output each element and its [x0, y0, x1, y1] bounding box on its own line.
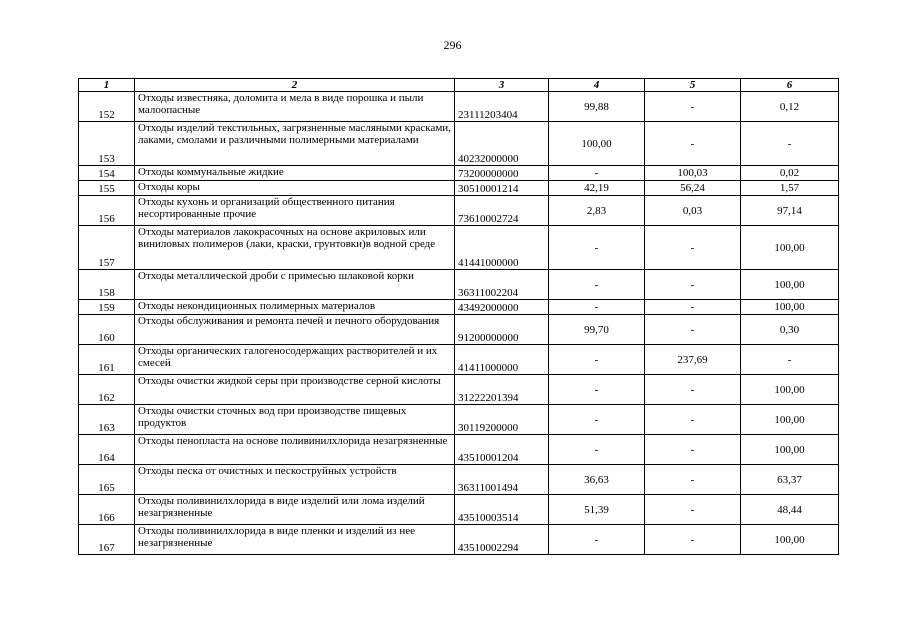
table-row — [79, 345, 839, 375]
value-col6: 63,37 — [741, 465, 839, 495]
header-cell: 1 — [79, 79, 135, 92]
row-number: 152 — [79, 92, 135, 122]
table-row — [79, 181, 839, 196]
waste-name: Отходы очистки сточных вод при производстве пищевых продуктов — [135, 405, 455, 435]
table-row — [79, 465, 839, 495]
value-col6: 100,00 — [741, 405, 839, 435]
row-number: 165 — [79, 465, 135, 495]
waste-code: 23111203404 — [455, 92, 549, 122]
waste-code: 30510001214 — [455, 181, 549, 196]
value-col5: - — [645, 300, 741, 315]
row-number: 153 — [79, 122, 135, 166]
value-col4: 36,63 — [549, 465, 645, 495]
waste-code: 41441000000 — [455, 226, 549, 270]
table-row — [79, 435, 839, 465]
waste-name: Отходы коммунальные жидкие — [135, 166, 455, 181]
value-col4: - — [549, 525, 645, 555]
waste-name: Отходы кухонь и организаций общественного питания несортированные прочие — [135, 196, 455, 226]
table-row — [79, 122, 839, 166]
waste-code: 36311001494 — [455, 465, 549, 495]
waste-name: Отходы металлической дроби с примесью шлаковой корки — [135, 270, 455, 300]
table-row — [79, 525, 839, 555]
waste-name: Отходы некондиционных полимерных материалов — [135, 300, 455, 315]
value-col6: 100,00 — [741, 375, 839, 405]
waste-code: 43492000000 — [455, 300, 549, 315]
value-col5: - — [645, 435, 741, 465]
value-col6: 1,57 — [741, 181, 839, 196]
waste-code: 43510003514 — [455, 495, 549, 525]
waste-name: Отходы поливинилхлорида в виде изделий или лома изделий незагрязненные — [135, 495, 455, 525]
value-col4: - — [549, 435, 645, 465]
waste-code: 43510002294 — [455, 525, 549, 555]
waste-name: Отходы коры — [135, 181, 455, 196]
page-number: 296 — [443, 38, 462, 52]
waste-name: Отходы изделий текстильных, загрязненные масляными красками, лаками, смолами и различными полимерными материалами — [135, 122, 455, 166]
value-col6: 0,02 — [741, 166, 839, 181]
waste-name: Отходы материалов лакокрасочных на основе акриловых или виниловых полимеров (лаки, краски, грунтовки)в водной среде — [135, 226, 455, 270]
value-col6: 0,12 — [741, 92, 839, 122]
waste-name: Отходы пенопласта на основе поливинилхлорида незагрязненные — [135, 435, 455, 465]
value-col6: 100,00 — [741, 270, 839, 300]
table-row — [79, 270, 839, 300]
value-col4: 99,88 — [549, 92, 645, 122]
row-number: 158 — [79, 270, 135, 300]
waste-code: 73200000000 — [455, 166, 549, 181]
value-col4: 2,83 — [549, 196, 645, 226]
value-col4: - — [549, 270, 645, 300]
header-cell: 2 — [135, 79, 455, 92]
row-number: 162 — [79, 375, 135, 405]
row-number: 159 — [79, 300, 135, 315]
value-col5: - — [645, 525, 741, 555]
waste-table — [78, 78, 839, 555]
waste-name: Отходы органических галогеносодержащих растворителей и их смесей — [135, 345, 455, 375]
value-col5: - — [645, 92, 741, 122]
waste-code: 36311002204 — [455, 270, 549, 300]
waste-code: 31222201394 — [455, 375, 549, 405]
value-col5: - — [645, 270, 741, 300]
value-col5: - — [645, 226, 741, 270]
table-row — [79, 196, 839, 226]
value-col5: 0,03 — [645, 196, 741, 226]
waste-code: 73610002724 — [455, 196, 549, 226]
header-cell: 5 — [645, 79, 741, 92]
value-col5: 237,69 — [645, 345, 741, 375]
waste-code: 91200000000 — [455, 315, 549, 345]
table-row — [79, 300, 839, 315]
waste-code: 40232000000 — [455, 122, 549, 166]
value-col4: 99,70 — [549, 315, 645, 345]
waste-name: Отходы очистки жидкой серы при производстве серной кислоты — [135, 375, 455, 405]
row-number: 156 — [79, 196, 135, 226]
table-row — [79, 166, 839, 181]
waste-name: Отходы песка от очистных и пескоструйных устройств — [135, 465, 455, 495]
value-col5: 100,03 — [645, 166, 741, 181]
table-row — [79, 226, 839, 270]
value-col4: - — [549, 405, 645, 435]
row-number: 163 — [79, 405, 135, 435]
value-col4: - — [549, 226, 645, 270]
value-col6: 48,44 — [741, 495, 839, 525]
row-number: 160 — [79, 315, 135, 345]
table-row — [79, 375, 839, 405]
value-col4: - — [549, 375, 645, 405]
value-col6: 100,00 — [741, 435, 839, 465]
table-row — [79, 405, 839, 435]
waste-name: Отходы обслуживания и ремонта печей и печного оборудования — [135, 315, 455, 345]
value-col6: 100,00 — [741, 525, 839, 555]
waste-name: Отходы известняка, доломита и мела в виде порошка и пыли малоопасные — [135, 92, 455, 122]
waste-code: 43510001204 — [455, 435, 549, 465]
value-col4: - — [549, 300, 645, 315]
value-col4: - — [549, 345, 645, 375]
waste-code: 30119200000 — [455, 405, 549, 435]
row-number: 155 — [79, 181, 135, 196]
row-number: 164 — [79, 435, 135, 465]
waste-name: Отходы поливинилхлорида в виде пленки и изделий из нее незагрязненные — [135, 525, 455, 555]
value-col4: - — [549, 166, 645, 181]
value-col6: 0,30 — [741, 315, 839, 345]
value-col6: 100,00 — [741, 226, 839, 270]
header-row — [79, 79, 839, 92]
value-col6: 100,00 — [741, 300, 839, 315]
value-col4: 42,19 — [549, 181, 645, 196]
value-col5: - — [645, 465, 741, 495]
value-col4: 100,00 — [549, 122, 645, 166]
row-number: 161 — [79, 345, 135, 375]
value-col6: - — [741, 122, 839, 166]
table-row — [79, 495, 839, 525]
table-row — [79, 315, 839, 345]
value-col4: 51,39 — [549, 495, 645, 525]
row-number: 167 — [79, 525, 135, 555]
header-cell: 6 — [741, 79, 839, 92]
table-row — [79, 92, 839, 122]
value-col6: - — [741, 345, 839, 375]
value-col5: - — [645, 315, 741, 345]
row-number: 166 — [79, 495, 135, 525]
value-col6: 97,14 — [741, 196, 839, 226]
waste-code: 41411000000 — [455, 345, 549, 375]
value-col5: - — [645, 495, 741, 525]
value-col5: - — [645, 405, 741, 435]
value-col5: - — [645, 122, 741, 166]
row-number: 157 — [79, 226, 135, 270]
value-col5: - — [645, 375, 741, 405]
header-cell: 4 — [549, 79, 645, 92]
row-number: 154 — [79, 166, 135, 181]
value-col5: 56,24 — [645, 181, 741, 196]
header-cell: 3 — [455, 79, 549, 92]
